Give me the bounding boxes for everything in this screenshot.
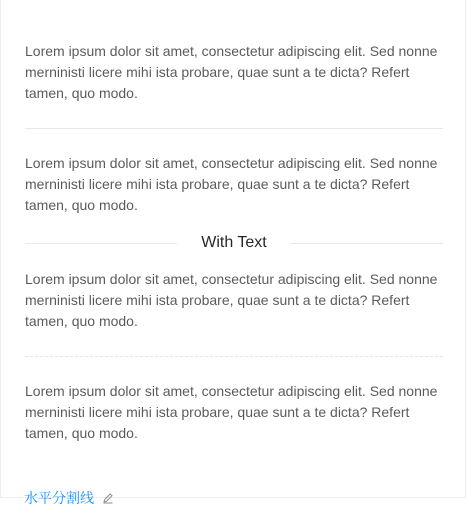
horizontal-divider: [25, 128, 443, 129]
divider-label: With Text: [201, 234, 267, 251]
divider-line-left: [25, 243, 177, 244]
paragraph-2: Lorem ipsum dolor sit amet, consectetur adipiscing elit. Sed nonne merninisti licere mihi ista probare, quae sunt a te dicta? Refert tamen, quo modo.: [25, 155, 438, 213]
demo-content: [25, 41, 443, 444]
divider-with-text: [25, 232, 443, 254]
section-title-text: 水平分割线: [24, 490, 94, 506]
paragraph-4: Lorem ipsum dolor sit amet, consectetur adipiscing elit. Sed nonne merninisti licere mihi ista probare, quae sunt a te dicta? Refert tamen, quo modo.: [25, 383, 438, 441]
section-title-link[interactable]: [24, 488, 114, 508]
edit-icon[interactable]: [102, 492, 114, 504]
dashed-divider: [25, 356, 443, 357]
paragraph-3: Lorem ipsum dolor sit amet, consectetur adipiscing elit. Sed nonne merninisti licere mihi ista probare, quae sunt a te dicta? Refert tamen, quo modo.: [25, 271, 438, 329]
divider-line-right: [291, 243, 443, 244]
paragraph-1: Lorem ipsum dolor sit amet, consectetur adipiscing elit. Sed nonne merninisti licere mihi ista probare, quae sunt a te dicta? Refert tamen, quo modo.: [25, 43, 438, 101]
